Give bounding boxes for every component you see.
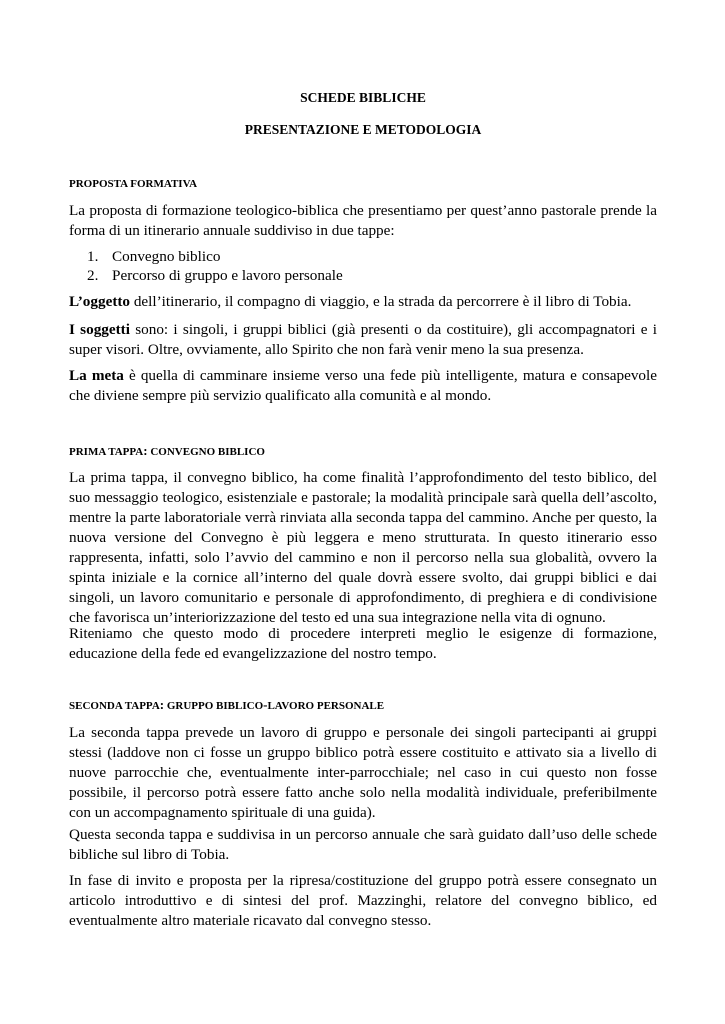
seconda-tappa-paragraph-2: Questa seconda tappa e suddivisa in un percorso annuale che sarà guidato dall’uso delle schede bibliche sul libro di Tobia. (69, 826, 657, 863)
soggetti-paragraph: I soggetti sono: i singoli, i gruppi biblici (già presenti o da costituire), gli accompagnatori e i super visori. Oltre, ovviamente, allo Spirito che non farà venir meno la sua presenza. (69, 321, 657, 358)
section-heading-prima-tappa: PRIMA TAPPA: CONVEGNO BIBLICO (69, 443, 265, 458)
meta-paragraph: La meta è quella di camminare insieme verso una fede più intelligente, matura e consapevole che diviene sempre più servizio qualificato alla comunità e al mondo. (69, 367, 657, 404)
section-heading-proposta: PROPOSTA FORMATIVA (69, 178, 198, 190)
prima-tappa-paragraph-2: Riteniamo che questo modo di procedere interpreti meglio le esigenze di formazione, educazione della fede ed evangelizzazione del nostro tempo. (69, 625, 657, 662)
document-title: SCHEDE BIBLICHE (300, 90, 426, 105)
document-subtitle: PRESENTAZIONE E METODOLOGIA (244, 122, 482, 137)
steps-list (87, 247, 343, 285)
oggetto-label: L’oggetto (69, 293, 131, 310)
proposta-intro: La proposta di formazione teologico-biblica che presentiamo per quest’anno pastorale prende la forma di un itinerario annuale suddiviso in due tappe: (69, 202, 657, 239)
soggetti-label: I soggetti (69, 321, 130, 338)
meta-label: La meta (69, 367, 124, 384)
section-heading-seconda-tappa: SECONDA TAPPA: GRUPPO BIBLICO-LAVORO PERSONALE (69, 697, 385, 712)
oggetto-paragraph: L’oggetto dell’itinerario, il compagno di viaggio, e la strada da percorrere è il libro di Tobia. (69, 293, 632, 310)
seconda-tappa-paragraph-1: La seconda tappa prevede un lavoro di gruppo e personale dei singoli partecipanti ai gruppi stessi (laddove non ci fosse un gruppo biblico potrà essere costituito e attivato sia a livello di nuove parrocchie che, eventualmente inter-parrocchiale; nel caso in cui questo non fosse possibile, il percorso potrà essere fatto anche solo nella modalità individuale, preferibilmente con un accompagnamento spirituale di una guida). (69, 724, 657, 821)
prima-tappa-paragraph-1: La prima tappa, il convegno biblico, ha come finalità l’approfondimento del testo biblico, del suo messaggio teologico, esistenziale e pastorale; la modalità principale sarà quella dell’ascolto, mentre la parte laboratoriale verrà rinviata alla seconda tappa del cammino. Anche per questo, la nuova versione del Convegno è più leggera e meno strutturata. In questo itinerario esso rappresenta, infatti, solo l’avvio del cammino e non il percorso nella sua globalità, ovvero la spinta iniziale e la cornice all’interno del quale dovrà essere svolto, dai gruppi biblici e dai singoli, un lavoro comunitario e personale di approfondimento, di preghiera e di condivisione che favorisca un’interiorizzazione del testo ed una sua integrazione nella vita di ognuno. (69, 469, 657, 626)
list-item: 2. Percorso di gruppo e lavoro personale (87, 267, 343, 284)
list-item: 1. Convegno biblico (87, 248, 221, 265)
seconda-tappa-paragraph-3: In fase di invito e proposta per la ripresa/costituzione del gruppo potrà essere consegnato un articolo introduttivo e di sintesi del prof. Mazzinghi, relatore del convegno biblico, ed eventualmente altro materiale ricavato dal convegno stesso. (69, 872, 657, 929)
